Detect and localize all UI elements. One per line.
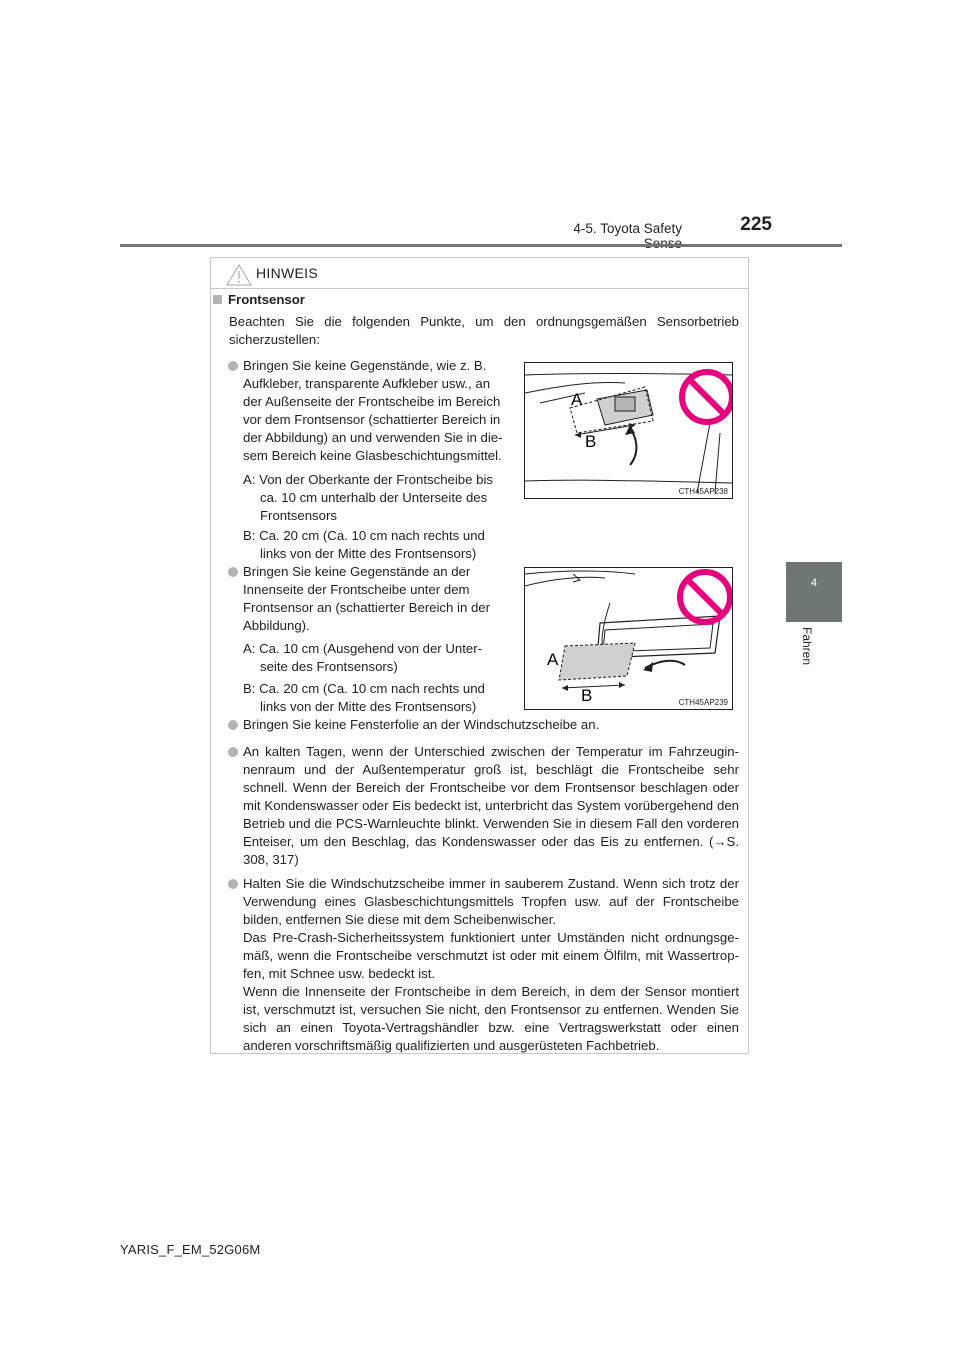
- svg-text:B: B: [581, 686, 593, 705]
- section-title: 4-5. Toyota Safety: [573, 221, 682, 236]
- header-rule: [120, 244, 842, 247]
- item1-a: A: Von der Oberkante der Frontscheibe bis ca. 10 cm unterhalb der Unterseite des Frontsensors: [243, 472, 493, 523]
- bullet3-text: Bringen Sie keine Fensterfolie an der Windschutzscheibe an.: [243, 717, 600, 732]
- bullet5-text: Halten Sie die Windschutzscheibe immer in sauberem Zustand. Wenn sich trotz der Verwendung eines Glasbeschichtungsmittels Tropfen usw. auf der Frontscheibe bilden, entfernen Sie diese mit dem Scheibenwischer. Das Pre-Crash-Sicherheitssystem funktioniert unter Umständen nicht ordnungsgemäß, wenn die Frontscheibe verschmutzt ist oder mit einem Ölfilm, mit Wassertropfen, mit Schnee usw. bedeckt ist. Wenn die Innenseite der Frontscheibe in dem Bereich, in dem der Sensor montiert ist, verschmutzt ist, versuchen Sie nicht, den Frontsensor zu entfernen. Wenden Sie sich an einen Toyota-Vertragshändler bzw. eine Vertragswerkstatt oder einen anderen vorschriftsmäßig qualifizierten und ausgerüsteten Fachbetrieb.: [243, 876, 739, 1053]
- bullet-icon: [228, 747, 238, 757]
- item1-b: B: Ca. 20 cm (Ca. 10 cm nach rechts und links von der Mitte des Frontsensors): [243, 528, 485, 561]
- page-number: 225: [740, 214, 772, 235]
- chapter-title-text: Fahren: [800, 627, 814, 666]
- item2-b: B: Ca. 20 cm (Ca. 10 cm nach rechts und links von der Mitte des Frontsensors): [243, 681, 485, 714]
- section-heading: Frontsensor: [213, 292, 305, 307]
- warning-triangle-icon: [226, 264, 252, 286]
- windshield-illustration: [525, 363, 732, 498]
- bullet-icon: [228, 361, 238, 371]
- figure-front-sensor-inside: [524, 567, 733, 710]
- document-id: YARIS_F_EM_52G06M: [120, 1242, 261, 1257]
- no-entry-icon: [680, 572, 730, 622]
- bullet4-text: An kalten Tagen, wenn der Unterschied zwischen der Temperatur im Fahrzeuginnenraum und der Außentemperatur groß ist, beschlägt die Frontscheibe sehr schnell. Wenn der Bereich der Frontscheibe vor dem Frontsensor beschlagen oder mit Kondenswasser oder Eis bedeckt ist, unterbricht das System vorübergehend den Betrieb und die PCS-Warnleuchte blinkt. Verwenden Sie in diesem Fall den vorderen Enteiser, um den Beschlag, das Kondenswasser oder das Eis zu entfernen. (→S. 308, 317): [243, 744, 739, 867]
- bullet-icon: [228, 879, 238, 889]
- bullet-icon: [228, 567, 238, 577]
- intro-text: Beachten Sie die folgenden Punkte, um den ordnungsgemäßen Sensorbetrieb sicherzustellen:: [229, 314, 739, 347]
- mirror-illustration: [525, 568, 732, 709]
- svg-text:A: A: [571, 390, 583, 409]
- no-entry-icon: [682, 372, 732, 422]
- chapter-number: 4: [810, 577, 818, 589]
- notice-label: HINWEIS: [256, 265, 318, 281]
- item1-text: Bringen Sie keine Gegenstände, wie z. B. Aufkleber, transparente Aufkleber usw., an der Außenseite der Frontscheibe im Bereich vor dem Frontsensor (schattierter Bereich in der Abbildung) an und verwenden Sie in die- sem Bereich keine Glasbeschichtungsmittel.: [243, 358, 503, 463]
- bullet-icon: [228, 720, 238, 730]
- chapter-title: [800, 627, 846, 687]
- item2-a: A: Ca. 10 cm (Ausgehend von der Unter- seite des Frontsensors): [243, 641, 482, 674]
- notice-header: [211, 258, 748, 289]
- chapter-tab: [786, 562, 842, 622]
- figure-front-sensor-outside: [524, 362, 733, 499]
- figure-caption: CTH45AP238: [678, 487, 728, 496]
- item2-text: Bringen Sie keine Gegenstände an der Innenseite der Frontscheibe unter dem Frontsensor an (schattierter Bereich in der Abbildung).: [243, 564, 491, 633]
- svg-text:B: B: [585, 432, 597, 451]
- figure-caption: CTH45AP239: [678, 698, 728, 707]
- svg-text:A: A: [547, 650, 559, 669]
- square-bullet-icon: [213, 295, 222, 304]
